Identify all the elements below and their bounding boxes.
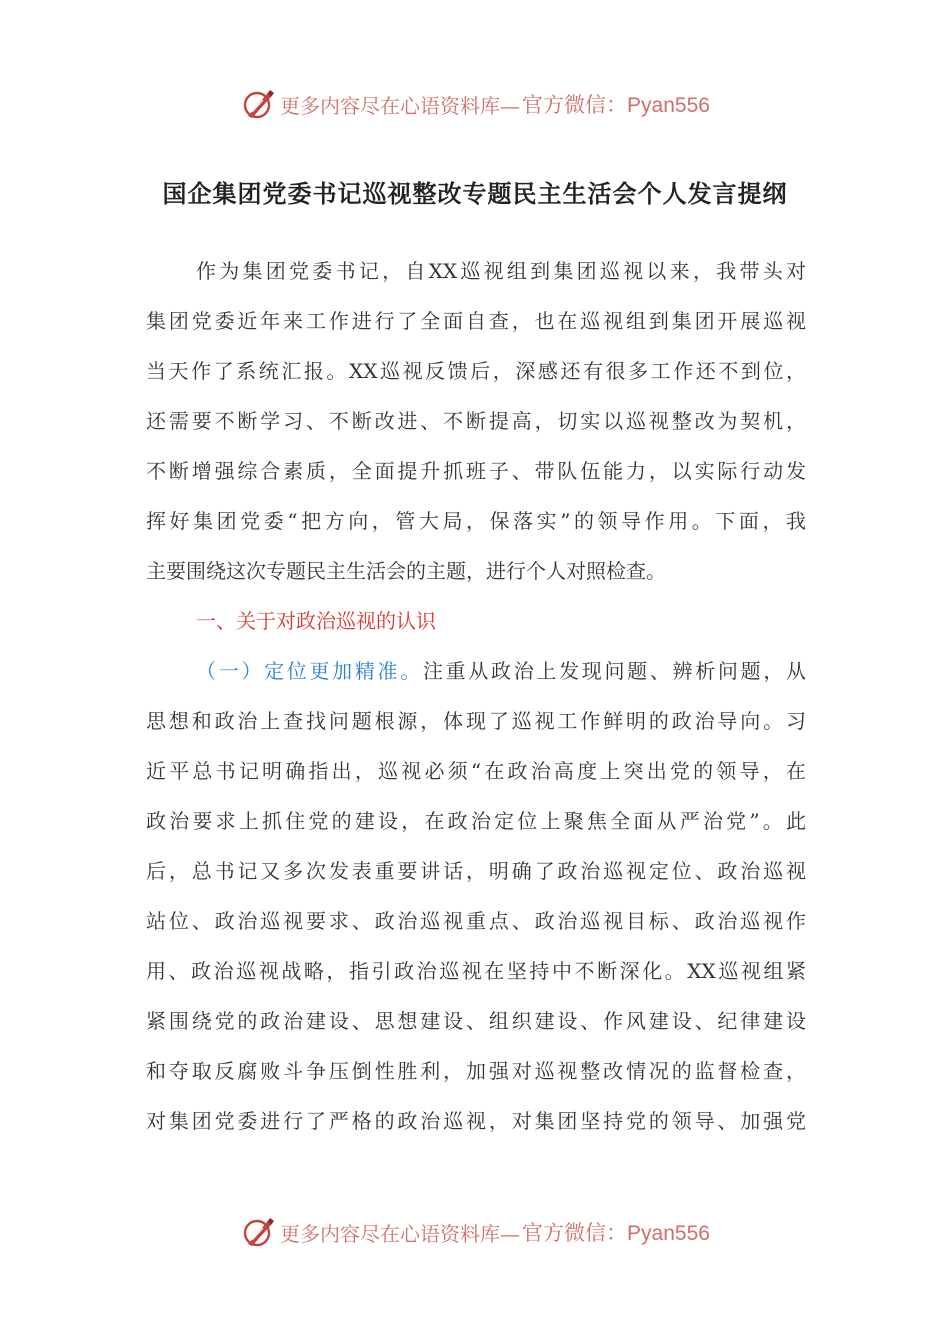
paragraph-line: 还需要不断学习、不断改进、不断提高，切实以巡视整改为契机，	[146, 409, 806, 433]
paragraph-line: 政治要求上抓住党的建设，在政治定位上聚焦全面从严治党”。此	[146, 809, 806, 833]
banner-account-text: 官方微信：Pyan556	[522, 1222, 710, 1245]
banner-brand-text: 更多内容尽在心语资料库—	[280, 1221, 521, 1246]
banner-brand-text: 更多内容尽在心语资料库—	[280, 93, 521, 118]
pen-nib-logo-icon	[240, 86, 276, 122]
paragraph-line: 集团党委近年来工作进行了全面自查，也在巡视组到集团开展巡视	[146, 309, 806, 333]
paragraph-line: 和夺取反腐败斗争压倒性胜利，加强对巡视整改情况的监督检查，	[146, 1059, 806, 1083]
paragraph-line: 对集团党委进行了严格的政治巡视，对集团坚持党的领导、加强党	[146, 1109, 806, 1133]
footer-watermark-banner	[0, 1210, 950, 1254]
paragraph-line: 用、政治巡视战略，指引政治巡视在坚持中不断深化。XX巡视组紧	[146, 959, 806, 983]
paragraph-line: 后，总书记又多次发表重要讲话，明确了政治巡视定位、政治巡视	[146, 859, 806, 883]
paragraph-line: 作为集团党委书记，自XX巡视组到集团巡视以来，我带头对	[196, 259, 806, 283]
section-heading: 一、关于对政治巡视的认识	[196, 609, 436, 633]
paragraph-line: 站位、政治巡视要求、政治巡视重点、政治巡视目标、政治巡视作	[146, 909, 806, 933]
subsection-first-line	[146, 646, 806, 696]
subsection-first-line-text: 注重从政治上发现问题、辨析问题，从	[422, 659, 807, 683]
paragraph-line: 当天作了系统汇报。XX巡视反馈后，深感还有很多工作还不到位，	[146, 359, 806, 383]
banner-account-text: 官方微信：Pyan556	[522, 94, 710, 117]
document-body	[146, 246, 806, 1146]
paragraph-line: 挥好集团党委“把方向，管大局，保落实”的领导作用。下面，我	[146, 509, 806, 533]
paragraph-line: 思想和政治上查找问题根源，体现了巡视工作鲜明的政治导向。习	[146, 709, 806, 733]
subsection-label: （一）定位更加精准。	[196, 659, 423, 683]
paragraph-line: 紧围绕党的政治建设、思想建设、组织建设、作风建设、纪律建设	[146, 1009, 806, 1033]
paragraph-line: 主要围绕这次专题民主生活会的主题，进行个人对照检查。	[146, 559, 666, 583]
header-watermark-banner	[0, 82, 950, 126]
document-title: 国企集团党委书记巡视整改专题民主生活会个人发言提纲	[162, 179, 788, 208]
paragraph-line: 不断增强综合素质，全面提升抓班子、带队伍能力，以实际行动发	[146, 459, 806, 483]
pen-nib-logo-icon	[240, 1214, 276, 1250]
paragraph-line: 近平总书记明确指出，巡视必须“在政治高度上突出党的领导，在	[146, 759, 806, 783]
